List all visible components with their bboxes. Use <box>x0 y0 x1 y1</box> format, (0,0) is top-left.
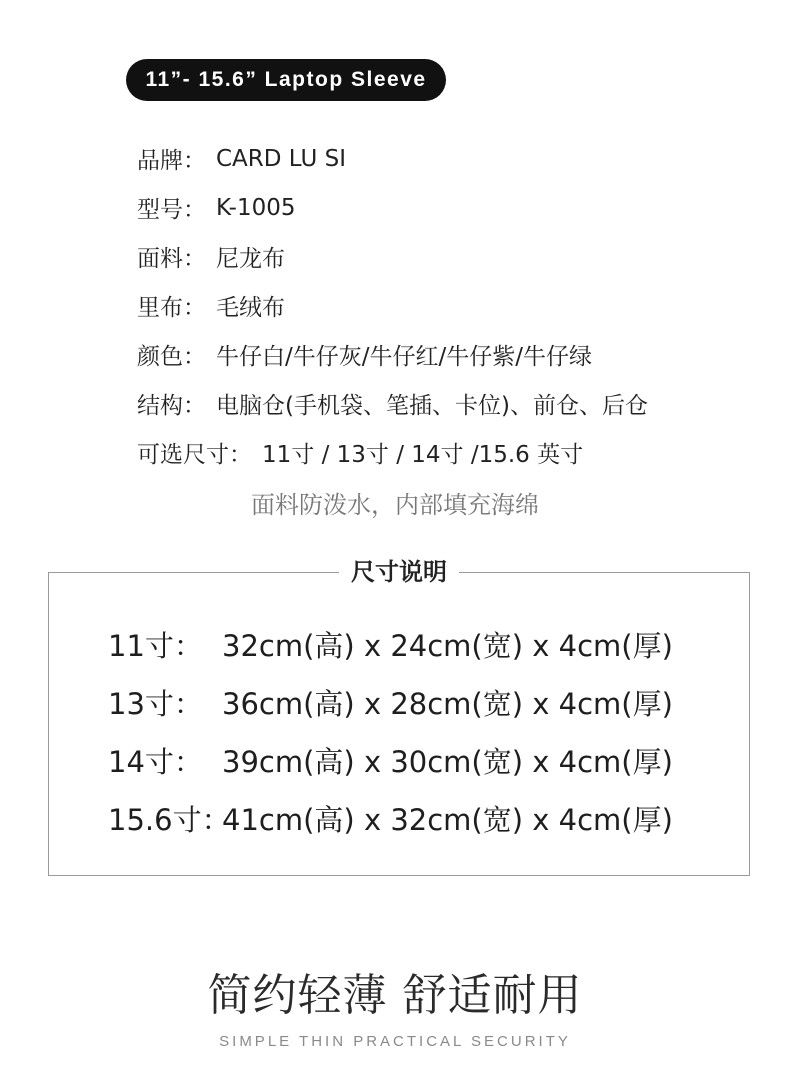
size-label: 13寸： <box>108 686 203 721</box>
spec-value: 毛绒布 <box>216 295 285 321</box>
spec-row-brand <box>137 134 648 183</box>
spec-label: 面料 <box>137 246 183 272</box>
spec-value: CARD LU SI <box>216 145 346 172</box>
size-label: 15.6寸： <box>108 802 231 837</box>
spec-separator: ： <box>183 295 206 321</box>
size-row-13 <box>108 673 673 731</box>
size-label: 14寸： <box>108 744 203 779</box>
spec-row-model <box>137 183 648 232</box>
size-row-14 <box>108 731 673 789</box>
size-chart-list <box>108 615 673 847</box>
spec-separator: ： <box>183 246 206 272</box>
size-dimensions: 41cm(高) x 32cm(宽) x 4cm(厚) <box>222 802 673 837</box>
spec-value: 牛仔白/牛仔灰/牛仔红/牛仔紫/牛仔绿 <box>216 344 592 370</box>
spec-separator: ： <box>183 344 206 370</box>
spec-value: 电脑仓(手机袋、笔插、卡位)、前仓、后仓 <box>216 393 648 419</box>
spec-row-colors <box>137 330 648 379</box>
spec-separator: ： <box>183 393 206 419</box>
spec-label: 型号 <box>137 197 183 223</box>
spec-value: 11寸 / 13寸 / 14寸 /15.6 英寸 <box>262 442 584 468</box>
spec-label: 可选尺寸 <box>137 442 229 468</box>
spec-separator: ： <box>183 148 206 174</box>
size-dimensions: 32cm(高) x 24cm(宽) x 4cm(厚) <box>222 628 673 663</box>
spec-separator: ： <box>229 442 252 468</box>
spec-label: 品牌 <box>137 148 183 174</box>
slogan-english: SIMPLE THIN PRACTICAL SECURITY <box>219 1033 571 1050</box>
product-title-badge: 11”- 15.6” Laptop Sleeve <box>126 59 446 101</box>
spec-row-fabric <box>137 232 648 281</box>
spec-value: 尼龙布 <box>216 246 285 272</box>
spec-row-lining <box>137 281 648 330</box>
spec-row-structure <box>137 379 648 428</box>
size-dimensions: 36cm(高) x 28cm(宽) x 4cm(厚) <box>222 686 673 721</box>
spec-list <box>137 134 648 477</box>
size-chart-title: 尺寸说明 <box>339 555 459 589</box>
spec-value: K-1005 <box>216 194 296 221</box>
slogan-chinese: 简约轻薄 舒适耐用 <box>207 970 583 1021</box>
spec-label: 里布 <box>137 295 183 321</box>
size-label: 11寸： <box>108 628 203 663</box>
feature-note: 面料防泼水，内部填充海绵 <box>251 491 539 519</box>
spec-row-sizes <box>137 428 648 477</box>
spec-label: 结构 <box>137 393 183 419</box>
size-chart-box <box>48 558 750 876</box>
size-dimensions: 39cm(高) x 30cm(宽) x 4cm(厚) <box>222 744 673 779</box>
size-row-11 <box>108 615 673 673</box>
spec-label: 颜色 <box>137 344 183 370</box>
size-row-15-6 <box>108 789 673 847</box>
spec-separator: ： <box>183 197 206 223</box>
